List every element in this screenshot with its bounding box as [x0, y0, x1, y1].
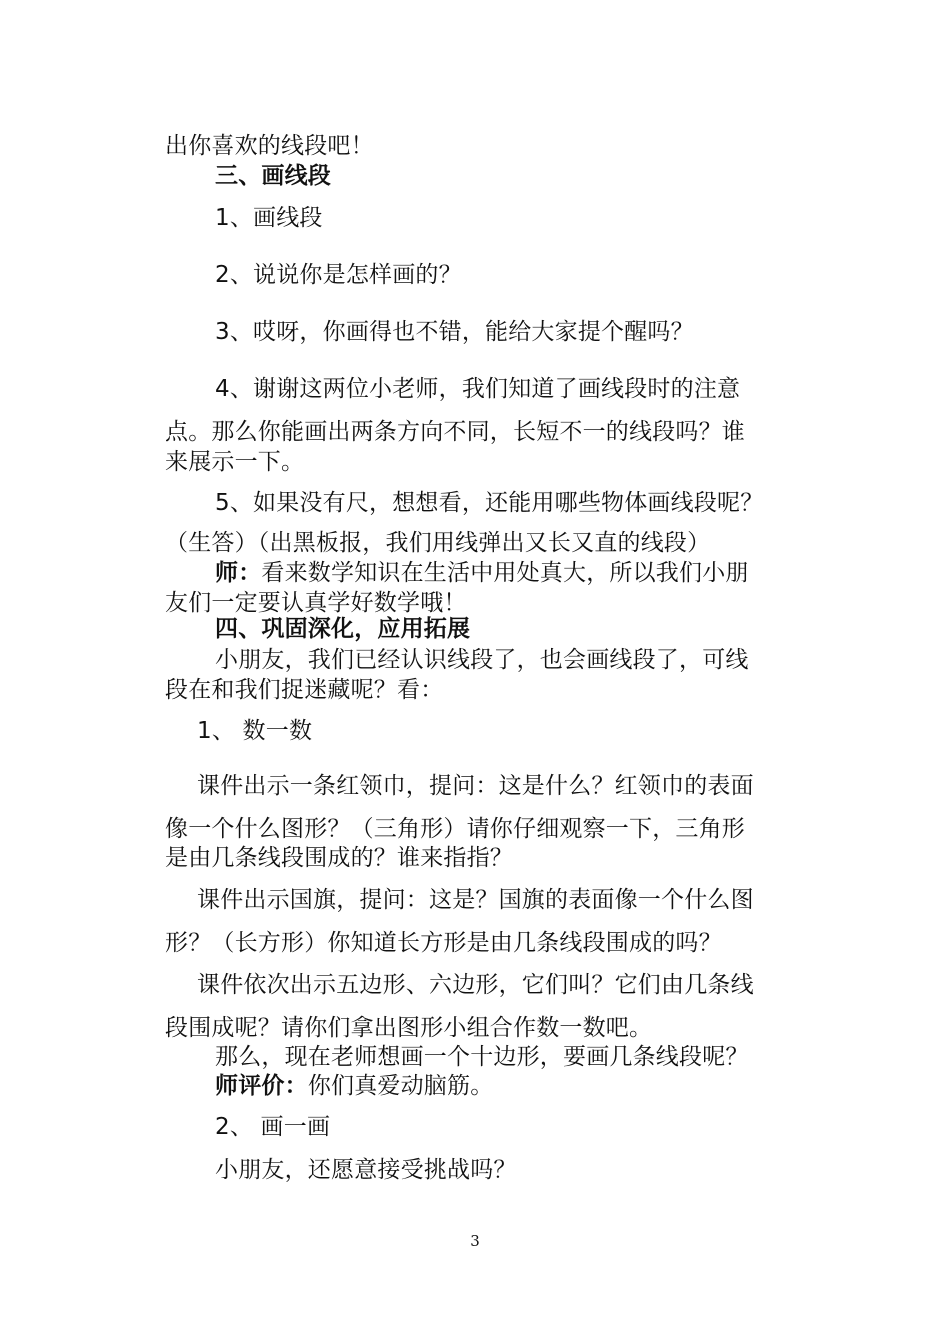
- text-line: 友们一定要认真学好数学哦！: [165, 590, 467, 616]
- list-item: 1、 数一数: [197, 718, 313, 744]
- text-line: 小朋友，还愿意接受挑战吗？: [215, 1157, 517, 1183]
- section-heading: 三、画线段: [215, 163, 331, 189]
- text-line: 像一个什么图形？（三角形）请你仔细观察一下，三角形: [165, 816, 745, 842]
- list-item: 1、画线段: [215, 205, 323, 231]
- text-line: （生答）（出黑板报，我们用线弹出又长又直的线段）: [165, 530, 711, 556]
- speaker-label: 师：: [215, 560, 262, 586]
- text-line: [215, 1071, 493, 1101]
- list-item: 3、哎呀，你画得也不错，能给大家提个醒吗？: [215, 319, 694, 345]
- text-line: 段在和我们捉迷藏呢？看：: [165, 677, 444, 703]
- list-item: 5、如果没有尺，想想看，还能用哪些物体画线段呢？: [215, 490, 764, 516]
- text-line: 是由几条线段围成的？谁来指指？: [165, 845, 513, 871]
- text-line: 课件出示一条红领巾，提问：这是什么？红领巾的表面: [197, 773, 754, 799]
- text-line: 小朋友，我们已经认识线段了，也会画线段了，可线: [215, 647, 749, 673]
- text-line: 那么，现在老师想画一个十边形，要画几条线段呢？: [215, 1044, 749, 1070]
- page-number: 3: [470, 1232, 480, 1250]
- text-line: 形？（长方形）你知道长方形是由几条线段围成的吗？: [165, 930, 722, 956]
- text-line: 点。那么你能画出两条方向不同，长短不一的线段吗？谁: [165, 419, 745, 445]
- text-line: 来展示一下。: [165, 449, 305, 475]
- text-line: 课件出示国旗，提问：这是？国旗的表面像一个什么图: [197, 887, 754, 913]
- speaker-text: 看来数学知识在生活中用处真大，所以我们小朋: [261, 560, 749, 586]
- list-item: 2、 画一画: [215, 1114, 331, 1140]
- speaker-label: 师评价：: [215, 1073, 308, 1099]
- text-line: [215, 558, 749, 588]
- list-item: 2、说说你是怎样画的？: [215, 262, 462, 288]
- text-line: 段围成呢？请你们拿出图形小组合作数一数吧。: [165, 1015, 653, 1041]
- speaker-text: 你们真爱动脑筋。: [307, 1073, 494, 1099]
- text-line: 课件依次出示五边形、六边形，它们叫？它们由几条线: [197, 972, 754, 998]
- list-item: 4、谢谢这两位小老师，我们知道了画线段时的注意: [215, 376, 741, 402]
- text-line: 出你喜欢的线段吧！: [165, 133, 374, 159]
- section-heading: 四、巩固深化，应用拓展: [215, 616, 471, 642]
